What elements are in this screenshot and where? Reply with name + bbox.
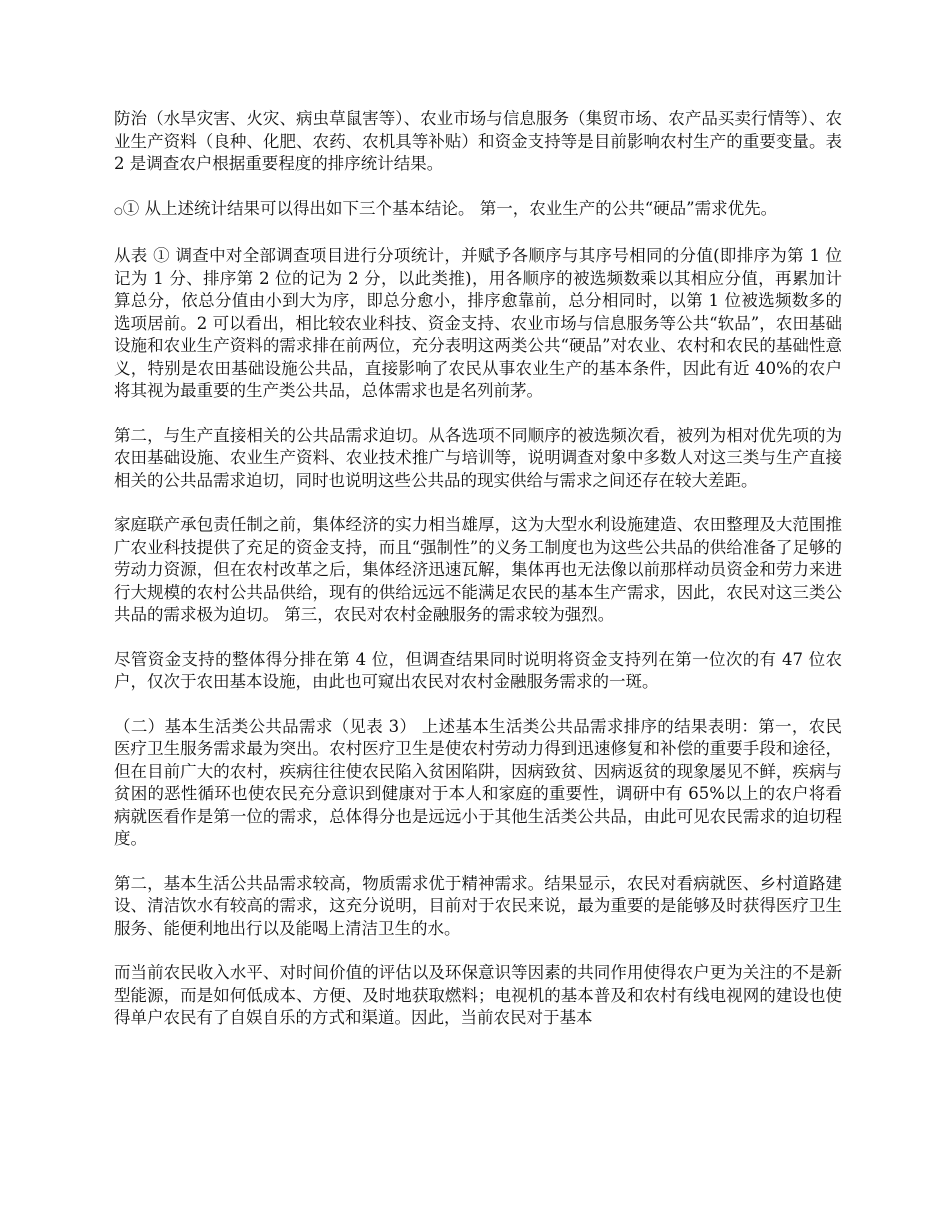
paragraph-8: 第二，基本生活公共品需求较高，物质需求优于精神需求。结果显示，农民对看病就医、乡村道路建设、清洁饮水有较高的需求，这充分说明，目前对于农民来说，最为重要的是能够及时获得医疗卫生服务、能便利地出行以及能喝上清洁卫生的水。 [114, 873, 842, 938]
paragraph-2-text: ① 从上述统计结果可以得出如下三个基本结论。 第一，农业生产的公共“硬品”需求优先。 [122, 198, 778, 218]
paragraph-7: （二）基本生活类公共品需求（见表 3） 上述基本生活类公共品需求排序的结果表明：第一，农民医疗卫生服务需求最为突出。农村医疗卫生是使农村劳动力得到迅速修复和补偿的重要手段和途径，但在目前广大的农村，疾病往往使农民陷入贫困陷阱，因病致贫、因病返贫的现象屡见不鲜，疾病与贫困的恶性循环也使农民充分意识到健康对于本人和家庭的重要性，调研中有 65%以上的农户将看病就医看作是第一位的需求，总体得分也是远远小于其他生活类公共品，由此可见农民需求的迫切程度。 [114, 716, 842, 848]
document-body [114, 108, 842, 1052]
paragraph-1: 防治（水旱灾害、火灾、病虫草鼠害等）、农业市场与信息服务（集贸市场、农产品买卖行情等）、农业生产资料（良种、化肥、农药、农机具等补贴）和资金支持等是目前影响农村生产的重要变量。表 2 是调查农户根据重要程度的排序统计结果。 [114, 109, 842, 173]
paragraph-3: 从表 ① 调查中对全部调查项目进行分项统计，并赋予各顺序与其序号相同的分值(即排序为第 1 位记为 1 分、排序第 2 位的记为 2 分，以此类推)，用各顺序的被选频数乘以其相应分值，再累加计算总分，依总分值由小到大为序，即总分愈小，排序愈靠前，总分相同时，以第 1 位被选频数多的选项居前。2 可以看出，相比较农业科技、资金支持、农业市场与信息服务等公共“软品”，农田基础设施和农业生产资料的需求排在前两位，充分表明这两类公共“硬品”对农业、农村和农民的基础性意义，特别是农田基础设施公共品，直接影响了农民从事农业生产的基本条件，因此有近 40%的农户将其视为最重要的生产类公共品，总体需求也是名列前茅。 [114, 246, 842, 400]
paragraph-6: 尽管资金支持的整体得分排在第 4 位，但调查结果同时说明将资金支持列在第一位次的有 47 位农户，仅次于农田基本设施，由此也可窥出农民对农村金融服务需求的一斑。 [114, 649, 842, 691]
paragraph-4: 第二，与生产直接相关的公共品需求迫切。从各选项不同顺序的被选频次看，被列为相对优先项的为农田基础设施、农业生产资料、农业技术推广与培训等，说明调查对象中多数人对这三类与生产直接相关的公共品需求迫切，同时也说明这些公共品的现实供给与需求之间还存在较大差距。 [114, 425, 842, 490]
paragraph-9: 而当前农民收入水平、对时间价值的评估以及环保意识等因素的共同作用使得农户更为关注的不是新型能源，而是如何低成本、方便、及时地获取燃料；电视机的基本普及和农村有线电视网的建设也使得单户农民有了自娱自乐的方式和渠道。因此，当前农民对于基本 [114, 963, 842, 1027]
paragraph-marker: ○ [114, 205, 123, 217]
paragraph-2 [114, 198, 842, 224]
paragraph-5: 家庭联产承包责任制之前，集体经济的实力相当雄厚，这为大型水利设施建造、农田整理及大范围推广农业科技提供了充足的资金支持，而且“强制性”的义务工制度也为这些公共品的供给准备了足够的劳动力资源，但在农村改革之后，集体经济迅速瓦解，集体再也无法像以前那样动员资金和劳力来进行大规模的农村公共品供给，现有的供给远远不能满足农民的基本生产需求，因此，农民对这三类公共品的需求极为迫切。 第三，农民对农村金融服务的需求较为强烈。 [114, 515, 842, 624]
